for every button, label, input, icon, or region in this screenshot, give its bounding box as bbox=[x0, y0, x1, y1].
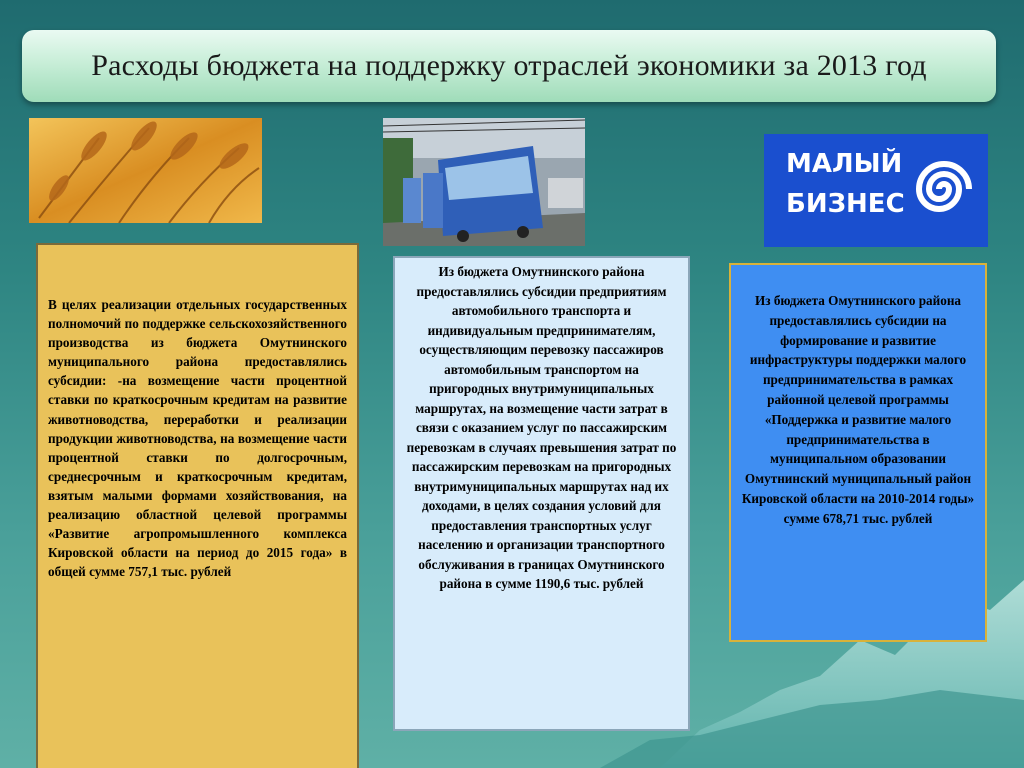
transport-subsidy-box bbox=[393, 256, 690, 731]
business-subsidy-box bbox=[729, 263, 987, 642]
agriculture-subsidy-text: В целях реализации отдельных государственных полномочий по поддержке сельскохозяйственного производства из бюджета Омутнинского муниципального района предоставлялись субсидии: -на возмещение части процентной ставки по краткосрочным кредитам на развитие животноводства, переработки и реализации продукции животноводства, на возмещение части процентной ставки по долгосрочным, среднесрочным и краткосрочным кредитам, взятым малыми формами хозяйствования, на реализацию областной целевой программы «Развитие агропромышленного комплекса Кировской области на период до 2015 года» в общей сумме 757,1 тыс. рублей bbox=[48, 297, 347, 580]
title-bar bbox=[22, 30, 996, 102]
agriculture-subsidy-box bbox=[36, 243, 359, 768]
business-subsidy-text: Из бюджета Омутнинского района предоставлялись субсидии на формирование и развитие инфраструктуры поддержки малого предпринимательства в рамках районной целевой программы «Поддержка и развитие малого предпринимательства в муниципальном образовании Омутнинский муниципальный район Кировской области на 2010-2014 годы» сумме 678,71 тыс. рублей bbox=[741, 293, 975, 526]
wheat-photo bbox=[29, 118, 262, 223]
transport-subsidy-text: Из бюджета Омутнинского района предоставлялись субсидии предприятиям автомобильного транспорта и индивидуальным предпринимателям, осуществляющим перевозку пассажиров автомобильным транспортом на пригородных внутримуниципальных маршрутах, на возмещение части затрат в связи с оказанием услуг по пассажирским перевозкам в случаях превышения затрат по пассажирским перевозкам на пригородных внутримуниципальных маршрутах над их доходами, в целях создания условий для предоставления транспортных услуг населению и организации транспортного обслуживания в границах Омутнинского района в сумме 1190,6 тыс. рублей bbox=[406, 264, 677, 591]
logo-line2: БИЗНЕС bbox=[786, 189, 905, 219]
logo-line1: МАЛЫЙ bbox=[786, 149, 903, 179]
trolleybus-photo bbox=[383, 118, 585, 246]
slide-title: Расходы бюджета на поддержку отраслей экономики за 2013 год bbox=[91, 49, 927, 82]
small-business-logo bbox=[764, 134, 988, 247]
